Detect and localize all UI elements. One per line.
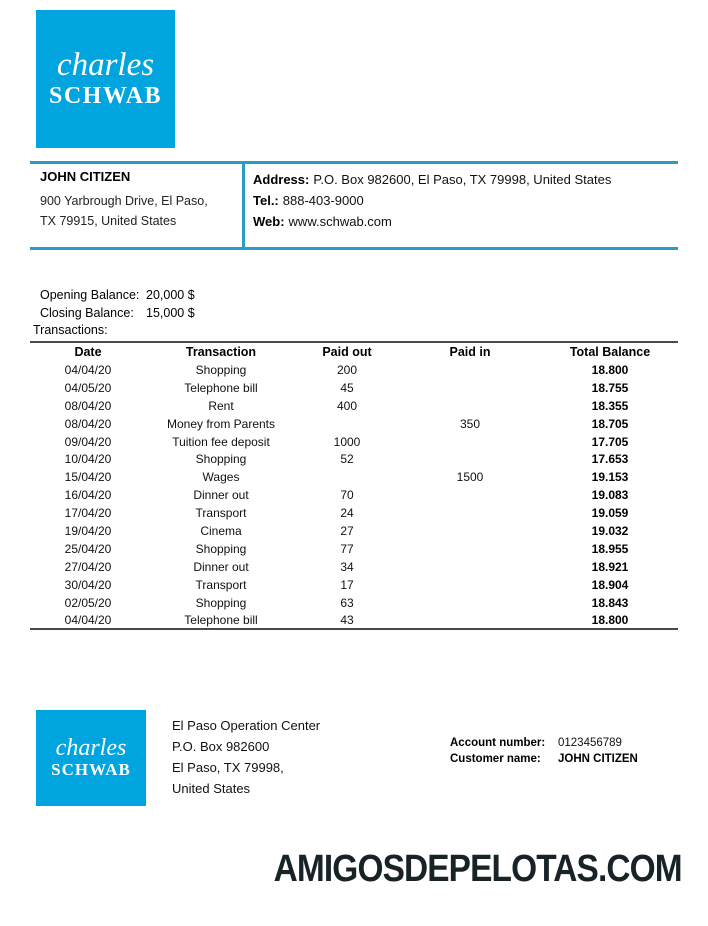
table-cell xyxy=(398,504,542,522)
footer-address-line-3: El Paso, TX 79998, xyxy=(172,760,284,775)
bank-web-row xyxy=(253,211,611,232)
bank-contact-info xyxy=(253,169,611,232)
table-cell: 18.800 xyxy=(591,362,629,377)
customer-address-line-1: 900 Yarbrough Drive, El Paso, xyxy=(40,194,208,208)
operation-center-address xyxy=(172,715,320,799)
address-label: Address: xyxy=(253,172,310,187)
table-cell: 18.955 xyxy=(591,541,629,556)
table-cell: 19.032 xyxy=(591,523,629,538)
table-cell: 16/04/20 xyxy=(64,488,112,503)
table-cell: Telephone bill xyxy=(184,612,258,627)
bank-address-row xyxy=(253,169,611,190)
table-row xyxy=(30,415,678,433)
col-header-transaction: Transaction xyxy=(185,345,257,359)
table-cell: Rent xyxy=(208,398,234,413)
table-row xyxy=(30,486,678,504)
account-number-label: Account number: xyxy=(450,737,546,749)
footer-address-line-4: United States xyxy=(172,781,251,796)
tel-value: 888-403-9000 xyxy=(282,193,364,208)
table-cell xyxy=(398,576,542,594)
table-cell: Tuition fee deposit xyxy=(172,434,270,449)
table-cell: 200 xyxy=(336,362,358,377)
table-row xyxy=(30,361,678,379)
table-cell xyxy=(398,540,542,558)
col-header-total-balance: Total Balance xyxy=(569,345,651,359)
table-cell xyxy=(398,361,542,379)
table-row xyxy=(30,594,678,612)
table-cell: 18.755 xyxy=(591,380,629,395)
table-cell: 08/04/20 xyxy=(64,416,112,431)
header-bottom-rule xyxy=(30,247,678,250)
table-cell: 19.059 xyxy=(591,506,629,521)
table-cell xyxy=(296,415,398,433)
table-cell: 34 xyxy=(340,559,354,574)
customer-info xyxy=(40,169,208,231)
schwab-logo-footer xyxy=(36,710,146,806)
table-cell: 19.083 xyxy=(591,488,629,503)
table-cell: 17/04/20 xyxy=(64,506,112,521)
header-top-rule xyxy=(30,161,678,164)
table-cell xyxy=(398,594,542,612)
customer-name-label: Customer name: xyxy=(450,753,541,765)
table-cell: Money from Parents xyxy=(166,416,276,431)
table-cell: 19/04/20 xyxy=(64,523,112,538)
table-cell xyxy=(398,522,542,540)
table-cell: Dinner out xyxy=(193,488,249,503)
footer-address-line-1: El Paso Operation Center xyxy=(172,718,321,733)
table-cell: Shopping xyxy=(195,541,247,556)
table-cell: 18.705 xyxy=(591,416,629,431)
closing-balance-label: Closing Balance: xyxy=(40,306,134,320)
table-row xyxy=(30,540,678,558)
table-cell: 52 xyxy=(340,452,354,467)
opening-balance-label: Opening Balance: xyxy=(40,288,140,302)
table-cell: 77 xyxy=(340,541,354,556)
closing-balance-row xyxy=(40,304,195,322)
table-cell: 17 xyxy=(340,577,354,592)
table-cell: 1000 xyxy=(333,434,361,449)
table-row xyxy=(30,379,678,397)
tel-label: Tel.: xyxy=(253,193,279,208)
table-row xyxy=(30,576,678,594)
table-cell: 27/04/20 xyxy=(64,559,112,574)
web-label: Web: xyxy=(253,214,285,229)
table-cell: 1500 xyxy=(456,470,484,485)
table-cell: 25/04/20 xyxy=(64,541,112,556)
table-cell: 09/04/20 xyxy=(64,434,112,449)
table-cell: Wages xyxy=(202,470,240,485)
table-cell: Transport xyxy=(195,506,247,521)
schwab-logo xyxy=(36,10,175,148)
table-cell: 10/04/20 xyxy=(64,452,112,467)
col-header-paid-in: Paid in xyxy=(449,345,491,359)
closing-balance-value: 15,000 $ xyxy=(146,306,195,320)
table-row xyxy=(30,468,678,486)
customer-address-line-2: TX 79915, United States xyxy=(40,214,177,228)
transactions-body xyxy=(30,361,678,629)
logo-schwab-text: SCHWAB xyxy=(51,760,131,780)
site-watermark: AMIGOSDEPELOTAS.COM xyxy=(273,848,682,890)
opening-balance-row xyxy=(40,286,195,304)
table-cell: Cinema xyxy=(200,523,242,538)
account-info xyxy=(450,735,638,767)
table-cell: 27 xyxy=(340,523,354,538)
table-header-row xyxy=(30,342,678,361)
transactions-label: Transactions: xyxy=(33,323,108,337)
table-cell: 18.800 xyxy=(591,612,629,627)
table-cell: 15/04/20 xyxy=(64,470,112,485)
table-cell xyxy=(398,379,542,397)
table-row xyxy=(30,611,678,629)
logo-charles-text: charles xyxy=(55,735,127,762)
table-cell: 63 xyxy=(340,595,354,610)
table-cell xyxy=(398,433,542,451)
opening-balance-value: 20,000 $ xyxy=(146,288,195,302)
table-row xyxy=(30,450,678,468)
address-value: P.O. Box 982600, El Paso, TX 79998, United States xyxy=(313,172,612,187)
header-vertical-rule xyxy=(242,164,245,247)
table-row xyxy=(30,433,678,451)
bank-tel-row xyxy=(253,190,611,211)
customer-name-value: JOHN CITIZEN xyxy=(558,753,638,765)
table-cell: 17.705 xyxy=(591,434,629,449)
table-cell: 04/05/20 xyxy=(64,380,112,395)
logo-schwab-text: SCHWAB xyxy=(48,83,163,110)
table-cell: 18.843 xyxy=(591,595,629,610)
table-cell: 04/04/20 xyxy=(64,612,112,627)
table-cell: 30/04/20 xyxy=(64,577,112,592)
logo-charles-text: charles xyxy=(56,47,155,84)
table-cell: 02/05/20 xyxy=(64,595,112,610)
footer-address-line-2: P.O. Box 982600 xyxy=(172,739,270,754)
table-cell: 08/04/20 xyxy=(64,398,112,413)
table-cell: 70 xyxy=(340,488,354,503)
table-cell: 18.904 xyxy=(591,577,629,592)
table-cell: 19.153 xyxy=(591,470,629,485)
table-cell xyxy=(398,397,542,415)
customer-name-row xyxy=(450,751,638,767)
account-number-value: 0123456789 xyxy=(558,737,622,749)
table-cell: 43 xyxy=(340,612,354,627)
col-header-date: Date xyxy=(74,345,102,359)
table-cell: Shopping xyxy=(195,452,247,467)
table-row xyxy=(30,397,678,415)
table-cell: Shopping xyxy=(195,595,247,610)
table-cell: 350 xyxy=(459,416,481,431)
table-cell: 17.653 xyxy=(591,452,629,467)
table-row xyxy=(30,504,678,522)
web-value: www.schwab.com xyxy=(288,214,392,229)
table-cell: 24 xyxy=(340,506,354,521)
account-number-row xyxy=(450,735,638,751)
table-cell xyxy=(398,486,542,504)
table-row xyxy=(30,558,678,576)
table-cell: 04/04/20 xyxy=(64,362,112,377)
table-row xyxy=(30,522,678,540)
table-cell: 18.355 xyxy=(591,398,629,413)
balance-summary xyxy=(40,286,195,322)
table-cell: Dinner out xyxy=(193,559,249,574)
table-cell: Shopping xyxy=(195,362,247,377)
table-cell: Transport xyxy=(195,577,247,592)
table-cell xyxy=(296,468,398,486)
customer-name: JOHN CITIZEN xyxy=(40,169,131,184)
table-cell xyxy=(398,450,542,468)
table-cell xyxy=(398,558,542,576)
table-cell xyxy=(398,611,542,629)
table-cell: 45 xyxy=(340,380,354,395)
transactions-table xyxy=(30,341,678,630)
table-cell: 18.921 xyxy=(591,559,629,574)
table-cell: Telephone bill xyxy=(184,380,258,395)
col-header-paid-out: Paid out xyxy=(322,345,372,359)
table-cell: 400 xyxy=(336,398,358,413)
